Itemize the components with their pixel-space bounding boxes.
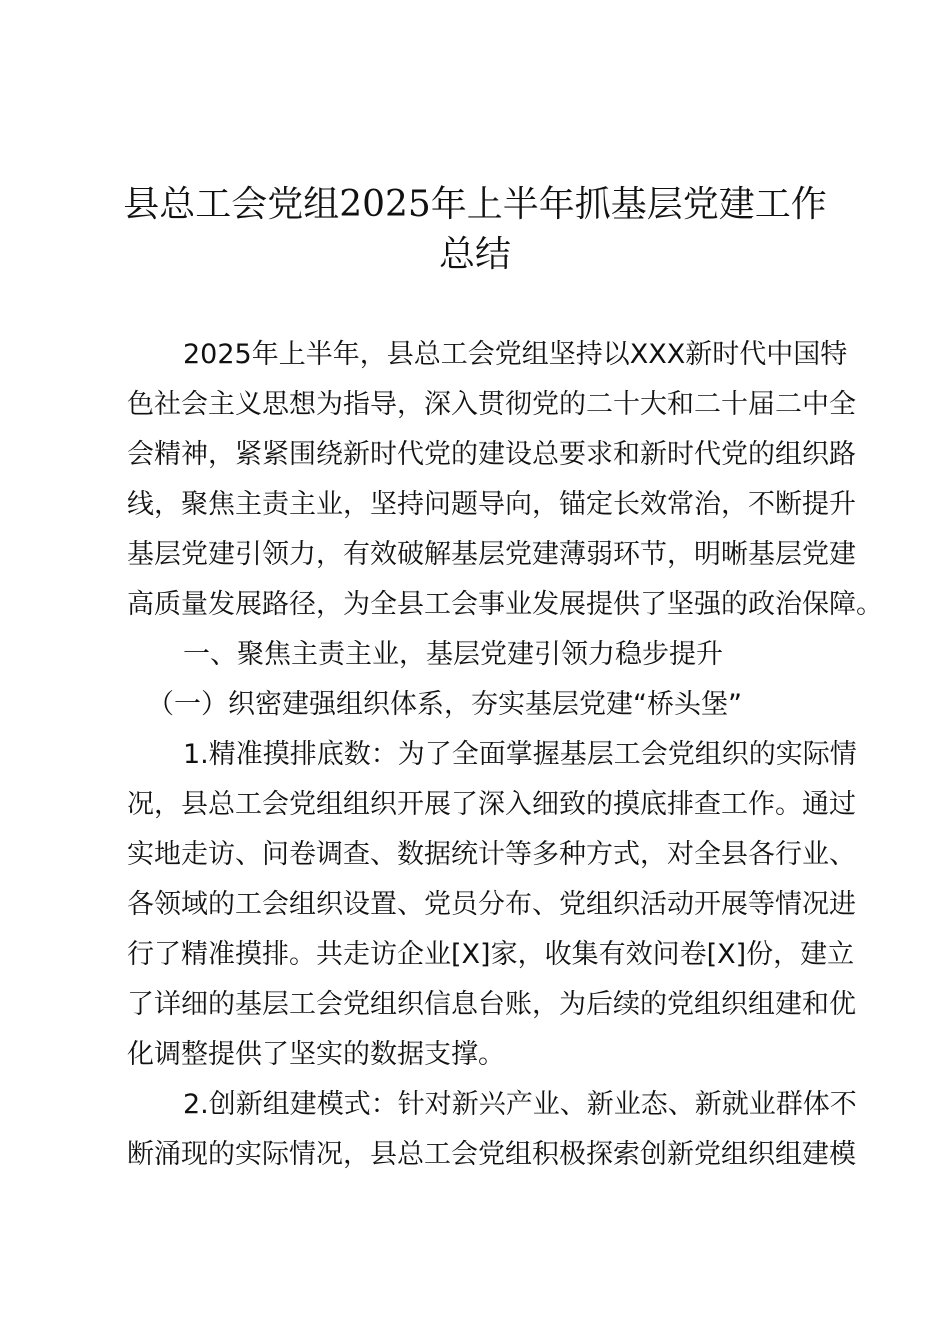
title-line: 县总工会党组2025年上半年抓基层党建工作 — [123, 184, 827, 225]
text-line: 断涌现的实际情况，县总工会党组积极探索创新党组织组建模 — [127, 1139, 856, 1170]
text-line: 高质量发展路径，为全县工会事业发展提供了坚强的政治保障。 — [127, 589, 883, 620]
text-line: 各领域的工会组织设置、党员分布、党组织活动开展等情况进 — [127, 889, 856, 920]
text-line: 2.创新组建模式：针对新兴产业、新业态、新就业群体不 — [183, 1089, 857, 1120]
text-line: 化调整提供了坚实的数据支撑。 — [127, 1039, 505, 1070]
paragraph-item-2 — [127, 1080, 857, 1180]
subsection-heading: （一）织密建强组织体系，夯实基层党建“桥头堡” — [147, 689, 742, 720]
text-line: 会精神，紧紧围绕新时代党的建设总要求和新时代党的组织路 — [127, 439, 856, 470]
text-line: 色社会主义思想为指导，深入贯彻党的二十大和二十届二中全 — [127, 389, 856, 420]
text-line: 况，县总工会党组组织开展了深入细致的摸底排查工作。通过 — [127, 789, 856, 820]
title-line: 总结 — [438, 234, 511, 275]
section-heading: 一、聚焦主责主业，基层党建引领力稳步提升 — [183, 639, 723, 670]
document-title — [120, 180, 830, 280]
text-line: 实地走访、问卷调查、数据统计等多种方式，对全县各行业、 — [127, 839, 856, 870]
intro-paragraph — [127, 330, 883, 630]
document-body — [127, 330, 883, 1180]
text-line: 2025年上半年，县总工会党组坚持以XXX新时代中国特 — [183, 339, 848, 370]
text-line: 了详细的基层工会党组织信息台账，为后续的党组织组建和优 — [127, 989, 856, 1020]
paragraph-item-1 — [127, 730, 857, 1080]
text-line: 基层党建引领力，有效破解基层党建薄弱环节，明晰基层党建 — [127, 539, 856, 570]
text-line: 线，聚焦主责主业，坚持问题导向，锚定长效常治，不断提升 — [127, 489, 856, 520]
text-line: 行了精准摸排。共走访企业[X]家，收集有效问卷[X]份，建立 — [127, 939, 855, 970]
text-line: 1.精准摸排底数：为了全面掌握基层工会党组织的实际情 — [183, 739, 857, 770]
